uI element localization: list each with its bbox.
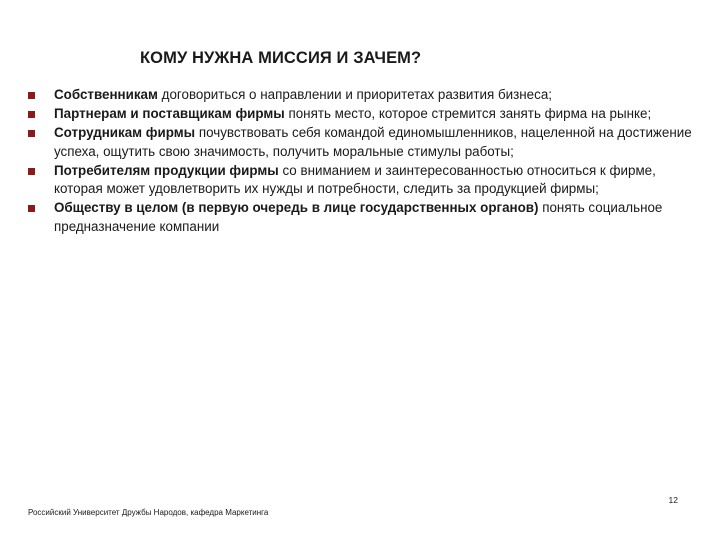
- bullet-list: [28, 86, 700, 237]
- square-bullet-icon: [28, 205, 35, 212]
- bullet-society: [28, 199, 700, 236]
- bullet-text: со вниманием и заинтересованностью относиться к фирме, которая может удовлетворить их нужды и потребности, следить за продукцией фирмы;: [54, 162, 656, 196]
- bullet-bold-text: Потребителям продукции фирмы: [54, 162, 279, 178]
- bullet-text: понять социальное предназначение компании: [54, 200, 663, 234]
- bullet-text: почувствовать себя командой единомышленников, нацеленной на достижение успеха, ощутить свою значимость, получить моральные стимулы работы;: [54, 125, 692, 159]
- square-bullet-icon: [28, 168, 35, 175]
- page-number: 12: [668, 495, 678, 505]
- bullet-consumers: [28, 162, 700, 199]
- bullet-owners: [28, 86, 700, 105]
- square-bullet-icon: [28, 92, 35, 99]
- slide-title: КОМУ НУЖНА МИССИЯ И ЗАЧЕМ?: [140, 49, 422, 67]
- square-bullet-icon: [28, 111, 35, 118]
- bullet-text: договориться о направлении и приоритетах развития бизнеса;: [157, 87, 552, 102]
- bullet-bold-text: Обществу в целом (в первую очередь в лице государственных органов): [54, 200, 539, 215]
- bullet-employees: [28, 124, 700, 161]
- bullet-text: понять место, которое стремится занять фирма на рынке;: [284, 106, 652, 121]
- square-bullet-icon: [28, 130, 35, 137]
- bullet-bold-text: Сотрудникам фирмы: [54, 125, 196, 140]
- bullet-bold-text: Собственникам: [54, 87, 158, 102]
- bullet-bold-text: Партнерам и поставщикам фирмы: [54, 106, 285, 121]
- footer-institution: Российский Университет Дружбы Народов, кафедра Маркетинга: [28, 508, 269, 517]
- bullet-partners: [28, 105, 700, 124]
